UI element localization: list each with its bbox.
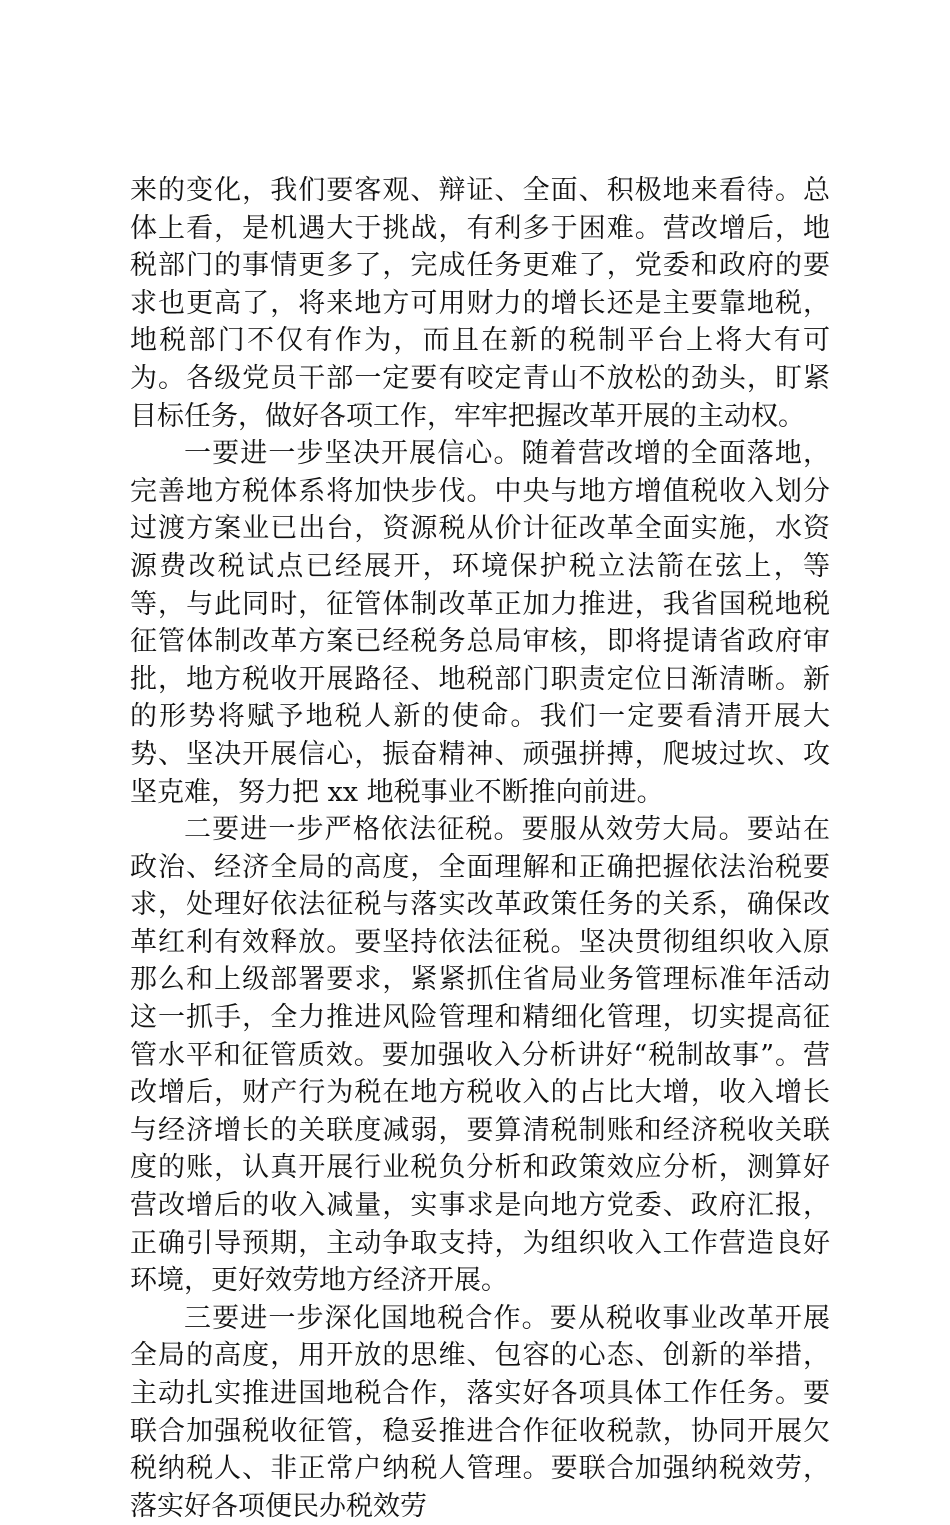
- document-page: [130, 172, 830, 1525]
- paragraph-confidence: 一要进一步坚决开展信心。随着营改增的全面落地，完善地方税体系将加快步伐。中央与地方增值税收入划分过渡方案业已出台，资源税从价计征改革全面实施，水资源费改税试点已经展开，环境保护税立法箭在弦上，等等，与此同时，征管体制改革正加力推进，我省国税地税征管体制改革方案已经税务总局审核，即将提请省政府审批，地方税收开展路径、地税部门职责定位日渐清晰。新的形势将赋予地税人新的使命。我们一定要看清开展大势、坚决开展信心，振奋精神、顽强拼搏，爬坡过坎、攻坚克难，努力把 xx 地税事业不断推向前进。: [130, 438, 830, 808]
- paragraph-tax-law: 二要进一步严格依法征税。要服从效劳大局。要站在政治、经济全局的高度，全面理解和正确把握依法治税要求，处理好依法征税与落实改革政策任务的关系，确保改革红利有效释放。要坚持依法征税。坚决贯彻组织收入原那么和上级部署要求，紧紧抓住省局业务管理标准年活动这一抓手，全力推进风险管理和精细化管理，切实提高征管水平和征管质效。要加强收入分析讲好“税制故事”。营改增后，财产行为税在地方税收入的占比大增，收入增长与经济增长的关联度减弱，要算清税制账和经济税收关联度的账，认真开展行业税负分析和政策效应分析，测算好营改增后的收入减量，实事求是向地方党委、政府汇报，正确引导预期，主动争取支持，为组织收入工作营造良好环境，更好效劳地方经济开展。: [130, 814, 830, 1297]
- paragraph-continuation: 来的变化，我们要客观、辩证、全面、积极地来看待。总体上看，是机遇大于挑战，有利多于困难。营改增后，地税部门的事情更多了，完成任务更难了，党委和政府的要求也更高了，将来地方可用财力的增长还是主要靠地税，地税部门不仅有作为，而且在新的税制平台上将大有可为。各级党员干部一定要有咬定青山不放松的劲头，盯紧目标任务，做好各项工作，牢牢把握改革开展的主动权。: [130, 175, 830, 432]
- paragraph-cooperation: 三要进一步深化国地税合作。要从税收事业改革开展全局的高度，用开放的思维、包容的心态、创新的举措，主动扎实推进国地税合作，落实好各项具体工作任务。要联合加强税收征管，稳妥推进合作征收税款，协同开展欠税纳税人、非正常户纳税人管理。要联合加强纳税效劳，落实好各项便民办税效劳: [130, 1302, 830, 1522]
